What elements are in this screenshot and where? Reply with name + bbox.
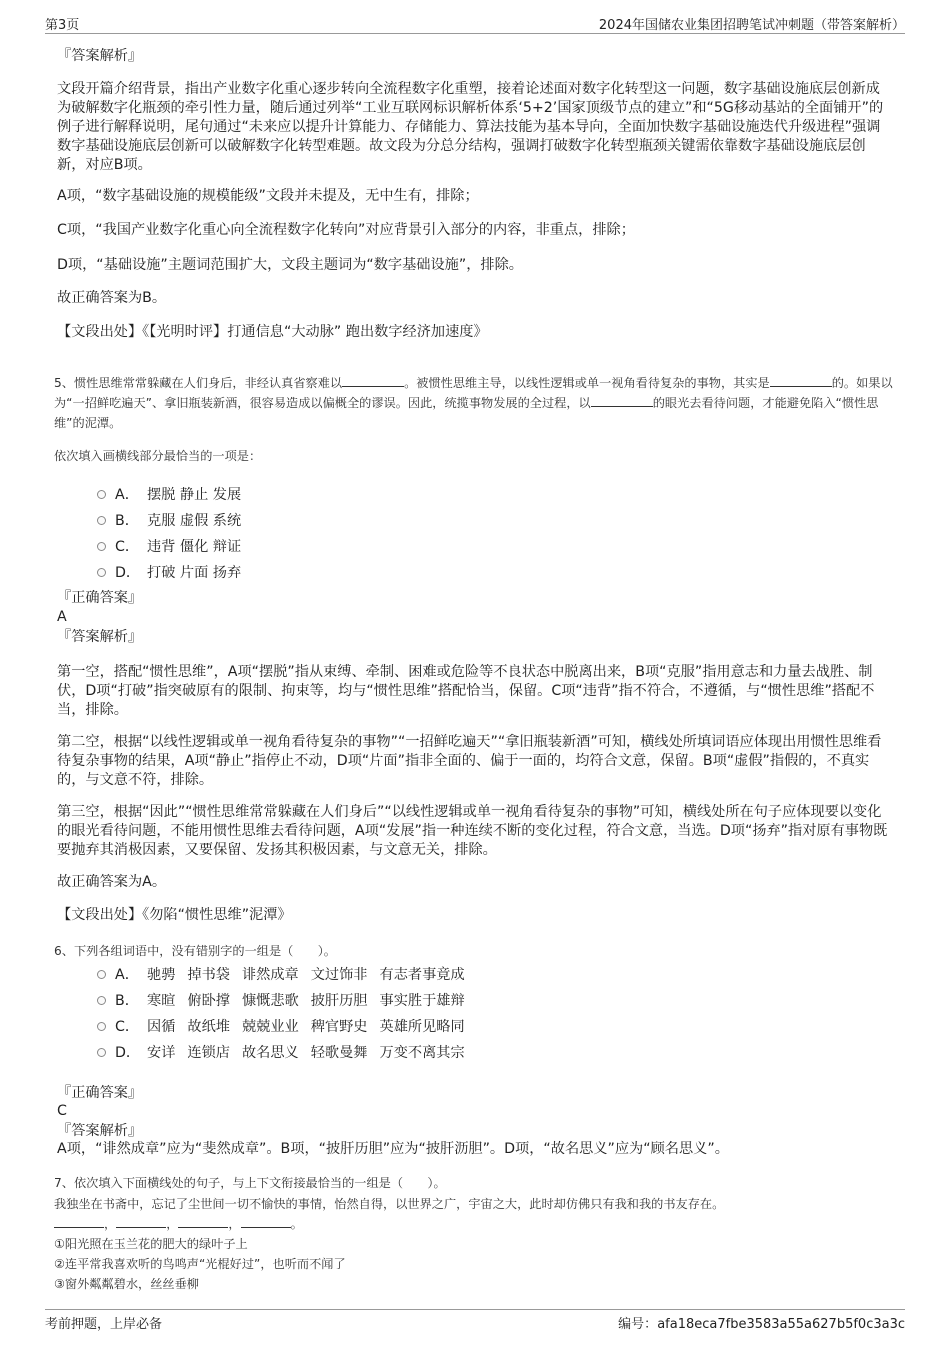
document-code-label: 编号：	[618, 1317, 658, 1332]
footer-divider	[45, 1309, 905, 1310]
q5-conclusion: 故正确答案为A。	[57, 874, 167, 890]
q7-blank-4	[241, 1226, 291, 1228]
q6-option-b[interactable]	[97, 990, 477, 1010]
option-word: 驰骋	[147, 967, 176, 983]
radio-icon[interactable]	[97, 970, 106, 979]
option-word: 披肝历胆	[310, 993, 368, 1009]
option-word: 故纸堆	[187, 1019, 230, 1035]
option-text: 克服 虚假 系统	[147, 513, 242, 529]
footer-slogan: 考前押题，上岸必备	[45, 1317, 163, 1332]
q6-correct-answer: C	[57, 1103, 67, 1119]
q5-correct-label: 『正确答案』	[57, 590, 143, 606]
q5-blank-2	[770, 385, 832, 387]
q7-blank-3	[178, 1226, 228, 1228]
radio-icon[interactable]	[97, 542, 106, 551]
option-word: 诽然成章	[241, 967, 299, 983]
q6-option-c[interactable]	[97, 1016, 477, 1036]
document-code-value: afa18eca7fbe3583a55a627b5f0c3a3c	[657, 1317, 905, 1332]
q4-analysis-label: 『答案解析』	[57, 48, 143, 64]
q5-option-a[interactable]	[97, 484, 241, 504]
option-word: 有志者事竟成	[379, 967, 465, 983]
option-letter: D．	[115, 1045, 141, 1061]
option-word: 兢兢业业	[241, 1019, 299, 1035]
q5-stem-part-2: 。被惯性思维主导，以线性逻辑或单一视角看待复杂的事物，其实是	[404, 376, 770, 390]
q4-analysis-paragraph-1: 文段开篇介绍背景，指出产业数字化重心逐步转向全流程数字化重塑，接着论述面对数字化转型这一问题，数字基础设施底层创新成为破解数字化瓶颈的牵引性力量，随后通过列举“工业互联网标识解析体系‘5+2’国家顶级节点的建立”和“5G移动基站的全面铺开”的例子进行解释说明，尾句通过“未来应以提升计算能力、存储能力、算法技能为基本导向，全面加快数字基础设施迭代升级进程”强调数字基础设施底层创新可以破解数字化转型难题。故文段为分总分结构，强调打破数字化转型瓶颈关键需依靠数字基础设施底层创新，对应B项。	[57, 81, 884, 173]
q7-blank-2	[116, 1226, 166, 1228]
option-letter: B．	[115, 513, 139, 529]
q7-stem: 7、依次填入下面横线处的句子，与上下文衔接最恰当的一组是（ ）。	[54, 1176, 446, 1190]
option-letter: A．	[115, 967, 139, 983]
option-words	[147, 990, 477, 1010]
option-words	[147, 964, 477, 984]
q7-item-3: ③窗外粼粼碧水，丝丝垂柳	[54, 1277, 199, 1291]
q5-option-d[interactable]	[97, 562, 241, 582]
header-divider	[45, 33, 905, 34]
q5-stem-part-3: 的。如果以为“一招鲜吃遍天”、拿旧瓶装新酒，很容易造成以偏概全的谬误。因此，统揽事物发展的全过程，以	[54, 376, 893, 410]
option-word: 因循	[147, 1019, 176, 1035]
radio-icon[interactable]	[97, 996, 106, 1005]
q4-analysis-paragraph-4: D项，“基础设施”主题词范围扩大，文段主题词为“数字基础设施”，排除。	[57, 257, 523, 273]
option-word: 寒暄	[147, 993, 176, 1009]
q5-analysis-label: 『答案解析』	[57, 629, 143, 645]
radio-icon[interactable]	[97, 516, 106, 525]
q5-source: 【文段出处】《勿陷“惯性思维”泥潭》	[57, 907, 292, 923]
radio-icon[interactable]	[97, 1048, 106, 1057]
option-letter: A．	[115, 487, 139, 503]
option-word: 万变不离其宗	[379, 1045, 465, 1061]
option-letter: C．	[115, 539, 140, 555]
option-word: 轻歌曼舞	[310, 1045, 368, 1061]
separator: ，	[104, 1217, 117, 1231]
option-letter: D．	[115, 565, 141, 581]
q4-analysis-paragraph-3: C项，“我国产业数字化重心向全流程数字化转向”对应背景引入部分的内容，非重点，排除；	[57, 222, 635, 238]
q6-stem: 6、下列各组词语中，没有错别字的一组是（ ）。	[54, 944, 336, 958]
radio-icon[interactable]	[97, 1022, 106, 1031]
separator: ，	[166, 1217, 179, 1231]
option-text: 摆脱 静止 发展	[147, 487, 242, 503]
option-word: 俯卧撑	[187, 993, 230, 1009]
q7-blanks	[54, 1214, 905, 1234]
q6-correct-label: 『正确答案』	[57, 1085, 143, 1101]
radio-icon[interactable]	[97, 490, 106, 499]
document-code	[618, 1313, 905, 1332]
q7-item-1: ①阳光照在玉兰花的肥大的绿叶子上	[54, 1237, 248, 1251]
option-word: 连锁店	[187, 1045, 230, 1061]
option-word: 掉书袋	[187, 967, 230, 983]
option-letter: C．	[115, 1019, 140, 1035]
option-word: 文过饰非	[310, 967, 368, 983]
q5-blank-3	[591, 405, 653, 407]
document-title: 2024年国储农业集团招聘笔试冲刺题（带答案解析）	[598, 18, 905, 33]
q5-correct-answer: A	[57, 609, 67, 625]
radio-icon[interactable]	[97, 568, 106, 577]
q5-stem-part-4: 的眼光去看待问题，才能避免陷入“惯性思维”的泥潭。	[54, 396, 879, 430]
q5-analysis-paragraph-1: 第一空，搭配“惯性思维”，A项“摆脱”指从束缚、牵制、困难或危险等不良状态中脱离出来，B项“克服”指用意志和力量去战胜、制伏，D项“打破”指突破原有的限制、拘束等，均与“惯性思维”搭配恰当，保留。C项“违背”指不符合，不遵循，与“惯性思维”搭配不当，排除。	[57, 664, 875, 718]
q6-option-d[interactable]	[97, 1042, 477, 1062]
option-text: 打破 片面 扬弃	[147, 565, 242, 581]
page-footer	[45, 1313, 905, 1332]
option-word: 安详	[147, 1045, 176, 1061]
option-word: 故名思义	[241, 1045, 299, 1061]
option-word: 稗官野史	[310, 1019, 368, 1035]
q5-blank-1	[342, 385, 404, 387]
page-number: 第3页	[45, 18, 80, 33]
separator: 。	[290, 1217, 303, 1231]
option-word: 英雄所见略同	[379, 1019, 465, 1035]
q4-source: 【文段出处】《【光明时评】打通信息“大动脉” 跑出数字经济加速度》	[57, 324, 488, 340]
option-word: 慷慨悲歌	[241, 993, 299, 1009]
q6-analysis: A项，“诽然成章”应为“斐然成章”。B项，“披肝历胆”应为“披肝沥胆”。D项，“故名思义”应为“顾名思义”。	[57, 1141, 729, 1157]
q6-option-a[interactable]	[97, 964, 477, 984]
separator: ，	[228, 1217, 241, 1231]
q7-text: 我独坐在书斋中，忘记了尘世间一切不愉快的事情，怡然自得，以世界之广，宇宙之大，此时却仿佛只有我和我的书友存在。	[54, 1197, 725, 1211]
q7-blank-1	[54, 1226, 104, 1228]
q7-item-2: ②连平常我喜欢听的鸟鸣声“光棍好过”，也听而不闻了	[54, 1257, 346, 1271]
q5-option-c[interactable]	[97, 536, 241, 556]
q4-analysis-paragraph-2: A项，“数字基础设施的规模能级”文段并未提及，无中生有，排除；	[57, 188, 479, 204]
q5-option-b[interactable]	[97, 510, 241, 530]
q4-conclusion: 故正确答案为B。	[57, 290, 167, 306]
option-letter: B．	[115, 993, 139, 1009]
q5-analysis-paragraph-3: 第三空，根据“因此”“惯性思维常常躲藏在人们身后”“以线性逻辑或单一视角看待复杂的事物”可知，横线处所在句子应体现要以变化的眼光看待问题，不能用惯性思维去看待问题，A项“发展”指一种连续不断的变化过程，符合文意，当选。D项“扬弃”指对原有事物既要抛弃其消极因素，又要保留、发扬其积极因素，与文意无关，排除。	[57, 804, 888, 858]
page-header	[45, 14, 905, 33]
q5-stem	[54, 373, 905, 433]
option-word: 事实胜于雄辩	[379, 993, 465, 1009]
option-words	[147, 1016, 477, 1036]
option-text: 违背 僵化 辩证	[147, 539, 242, 555]
option-words	[147, 1042, 477, 1062]
q6-analysis-label: 『答案解析』	[57, 1123, 143, 1139]
q5-prompt: 依次填入画横线部分最恰当的一项是：	[54, 449, 262, 463]
q5-analysis-paragraph-2: 第二空，根据“以线性逻辑或单一视角看待复杂的事物”“一招鲜吃遍天”“拿旧瓶装新酒”可知，横线处所填词语应体现出用惯性思维看待复杂事物的结果，A项“静止”指停止不动，D项“片面”指非全面的、偏于一面的，均符合文意，保留。B项“虚假”指假的，不真实的，与文意不符，排除。	[57, 734, 882, 788]
q5-stem-part-1: 5、惯性思维常常躲藏在人们身后，非经认真省察难以	[54, 376, 343, 390]
